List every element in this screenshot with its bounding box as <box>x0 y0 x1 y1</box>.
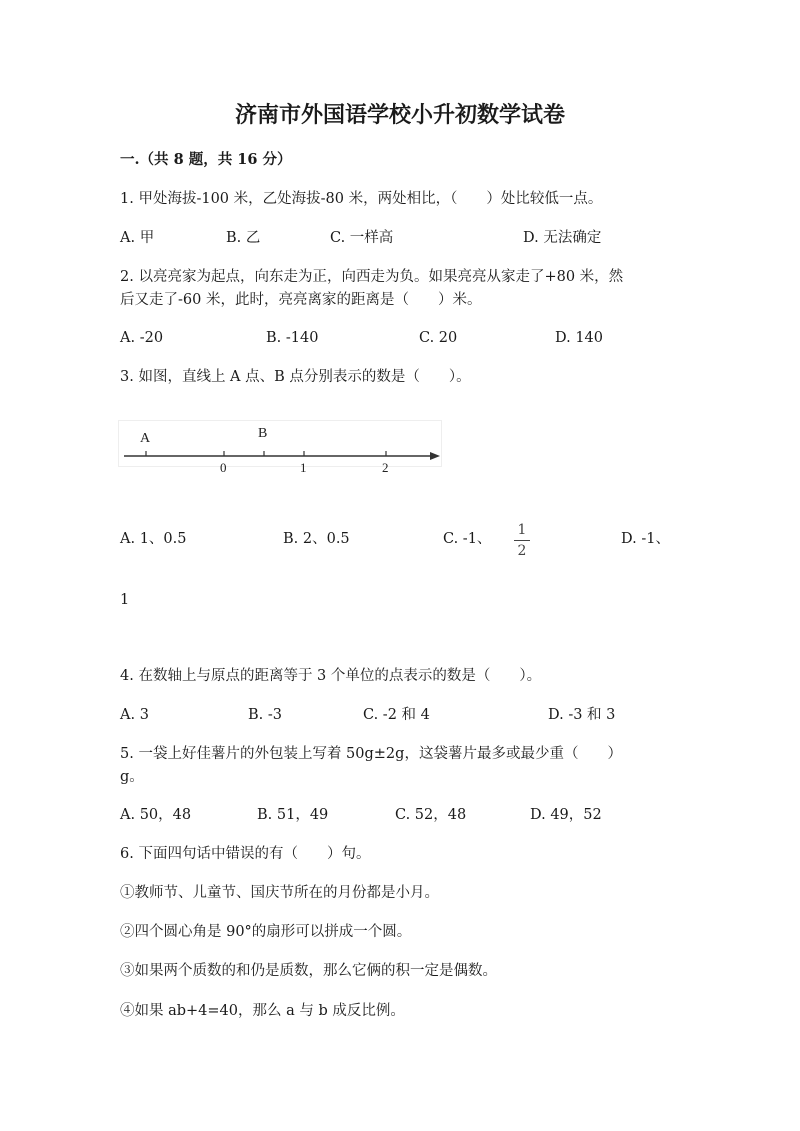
point-b-label: B <box>258 426 268 441</box>
question-1-option-d: D. 无法确定 <box>523 230 602 246</box>
question-3-stem: 3. 如图，直线上 A 点、B 点分别表示的数是（ ）。 <box>120 369 471 385</box>
question-2-option-b: B. -140 <box>266 330 319 346</box>
question-5-option-b: B. 51，49 <box>257 807 329 823</box>
fraction-denominator: 2 <box>517 543 527 559</box>
figure-frame <box>119 421 442 467</box>
question-2-stem-line2: 后又走了-60 米，此时，亮亮离家的距离是（ ）米。 <box>120 292 482 308</box>
question-4-option-d: D. -3 和 3 <box>548 707 616 723</box>
page-title: 济南市外国语学校小升初数学试卷 <box>234 102 565 128</box>
fraction-bar <box>514 540 530 541</box>
question-2-stem-line1: 2. 以亮亮家为起点，向东走为正，向西走为负。如果亮亮从家走了+80 米，然 <box>120 269 624 285</box>
question-3-option-d: D. -1、 <box>621 531 670 547</box>
question-2-option-c: C. 20 <box>419 330 458 346</box>
fraction-one-half <box>514 522 530 559</box>
question-4-stem: 4. 在数轴上与原点的距离等于 3 个单位的点表示的数是（ ）。 <box>120 668 542 684</box>
question-5-option-a: A. 50，48 <box>120 807 192 823</box>
question-5-option-d: D. 49，52 <box>530 807 602 823</box>
question-6-stem: 6. 下面四句话中错误的有（ ）句。 <box>120 846 371 862</box>
question-4-option-b: B. -3 <box>248 707 282 723</box>
question-1-stem: 1. 甲处海拔-100 米，乙处海拔-80 米，两处相比，（ ）处比较低一点。 <box>120 191 603 207</box>
point-a-label: A <box>140 431 151 446</box>
section-heading: 一.（共 8 题，共 16 分） <box>120 151 292 168</box>
question-2-option-a: A. -20 <box>120 330 164 346</box>
question-3-option-c: C. -1、 <box>443 531 492 547</box>
question-1-option-b: B. 乙 <box>226 230 261 246</box>
question-1-option-c: C. 一样高 <box>330 230 394 246</box>
fraction-numerator: 1 <box>517 522 527 538</box>
question-3-option-b: B. 2、0.5 <box>283 531 350 547</box>
tick-label-1: 1 <box>300 460 307 475</box>
question-3-option-d-wrap: 1 <box>120 592 130 608</box>
question-4-option-c: C. -2 和 4 <box>363 707 430 723</box>
question-5-stem-line1: 5. 一袋上好佳薯片的外包装上写着 50g±2g，这袋薯片最多或最少重（ ） <box>120 746 622 762</box>
number-line-figure <box>118 420 448 480</box>
question-6-statement-1: ①教师节、儿童节、国庆节所在的月份都是小月。 <box>120 885 439 901</box>
number-line-arrow <box>430 452 440 460</box>
tick-label-0: 0 <box>220 460 227 475</box>
question-1-option-a: A. 甲 <box>120 230 155 246</box>
question-6-statement-2: ②四个圆心角是 90°的扇形可以拼成一个圆。 <box>120 924 412 940</box>
question-3-option-a: A. 1、0.5 <box>120 531 187 547</box>
question-6-statement-4: ④如果 ab+4=40，那么 a 与 b 成反比例。 <box>120 1003 405 1019</box>
question-4-option-a: A. 3 <box>120 707 149 723</box>
question-5-option-c: C. 52，48 <box>395 807 467 823</box>
question-2-option-d: D. 140 <box>555 330 604 346</box>
question-6-statement-3: ③如果两个质数的和仍是质数，那么它俩的积一定是偶数。 <box>120 963 497 979</box>
question-5-stem-line2: g。 <box>120 769 144 785</box>
tick-label-2: 2 <box>382 460 389 475</box>
